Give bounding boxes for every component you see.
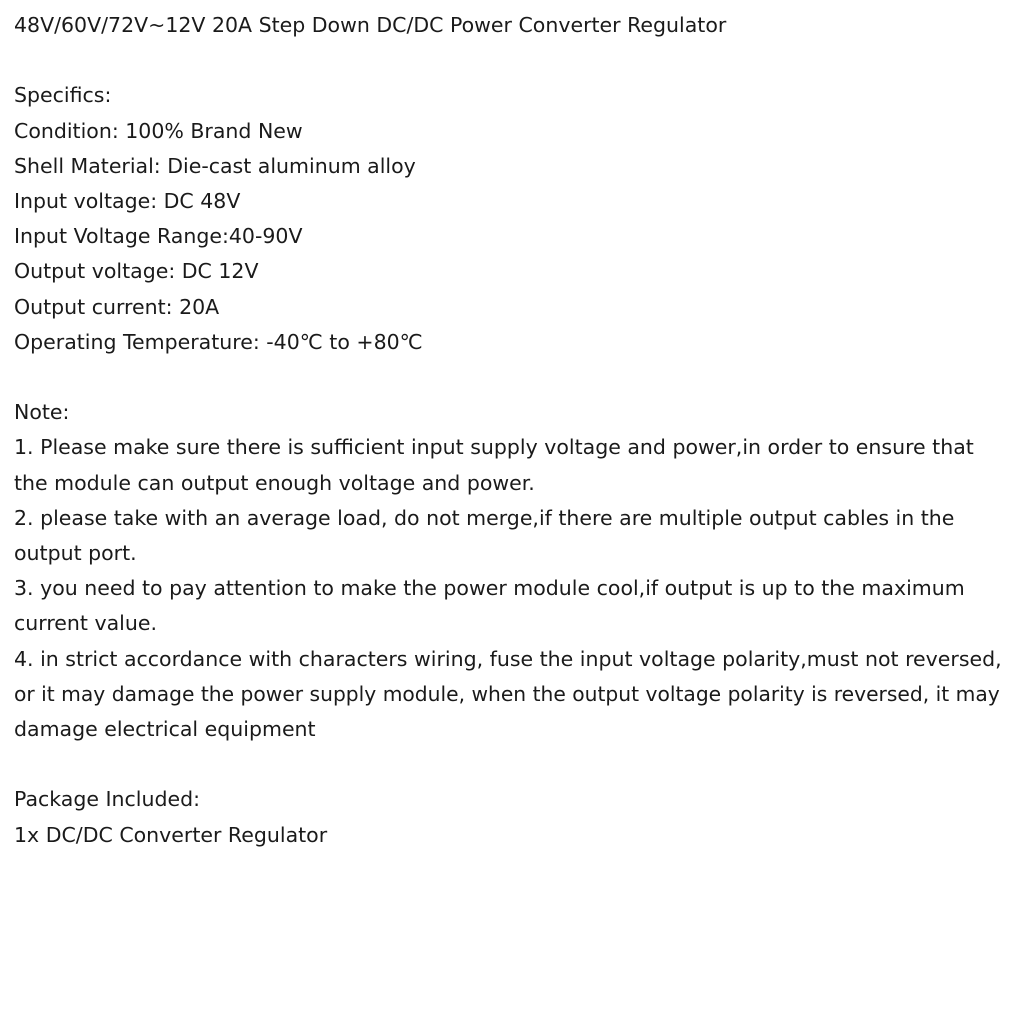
spec-condition: Condition: 100% Brand New xyxy=(14,118,303,143)
spec-output-voltage: Output voltage: DC 12V xyxy=(14,259,259,284)
spacer xyxy=(14,43,1010,78)
note-heading: Note: xyxy=(14,400,70,425)
note-2-line-1: 2. please take with an average load, do not merge,if there are multiple output cables in the xyxy=(14,505,955,530)
spacer xyxy=(14,747,1010,782)
package-item: 1x DC/DC Converter Regulator xyxy=(14,822,328,847)
note-4-line-1: 4. in strict accordance with characters wiring, fuse the input voltage polarity,must not reversed, xyxy=(14,646,1002,671)
note-4-line-2: or it may damage the power supply module, when the output voltage polarity is reversed, it may xyxy=(14,681,1000,706)
note-4-line-3: damage electrical equipment xyxy=(14,717,316,742)
product-title: 48V/60V/72V~12V 20A Step Down DC/DC Power Converter Regulator xyxy=(14,13,727,37)
note-1-line-2: the module can output enough voltage and power. xyxy=(14,470,535,495)
spec-input-voltage: Input voltage: DC 48V xyxy=(14,189,241,213)
spec-operating-temperature: Operating Temperature: -40℃ to +80℃ xyxy=(14,329,423,354)
specifics-heading: Specifics: xyxy=(14,83,112,108)
note-2-line-2: output port. xyxy=(14,541,137,566)
note-1-line-1: 1. Please make sure there is sufficient input supply voltage and power,in order to ensure that xyxy=(14,435,974,460)
product-description xyxy=(14,8,1010,853)
spec-shell-material: Shell Material: Die-cast aluminum alloy xyxy=(14,153,416,178)
spec-output-current: Output current: 20A xyxy=(14,294,220,319)
package-heading: Package Included: xyxy=(14,787,201,812)
spacer xyxy=(14,360,1010,395)
note-3-line-1: 3. you need to pay attention to make the power module cool,if output is up to the maximum xyxy=(14,576,965,601)
spec-input-voltage-range: Input Voltage Range:40-90V xyxy=(14,224,303,249)
note-3-line-2: current value. xyxy=(14,611,157,636)
